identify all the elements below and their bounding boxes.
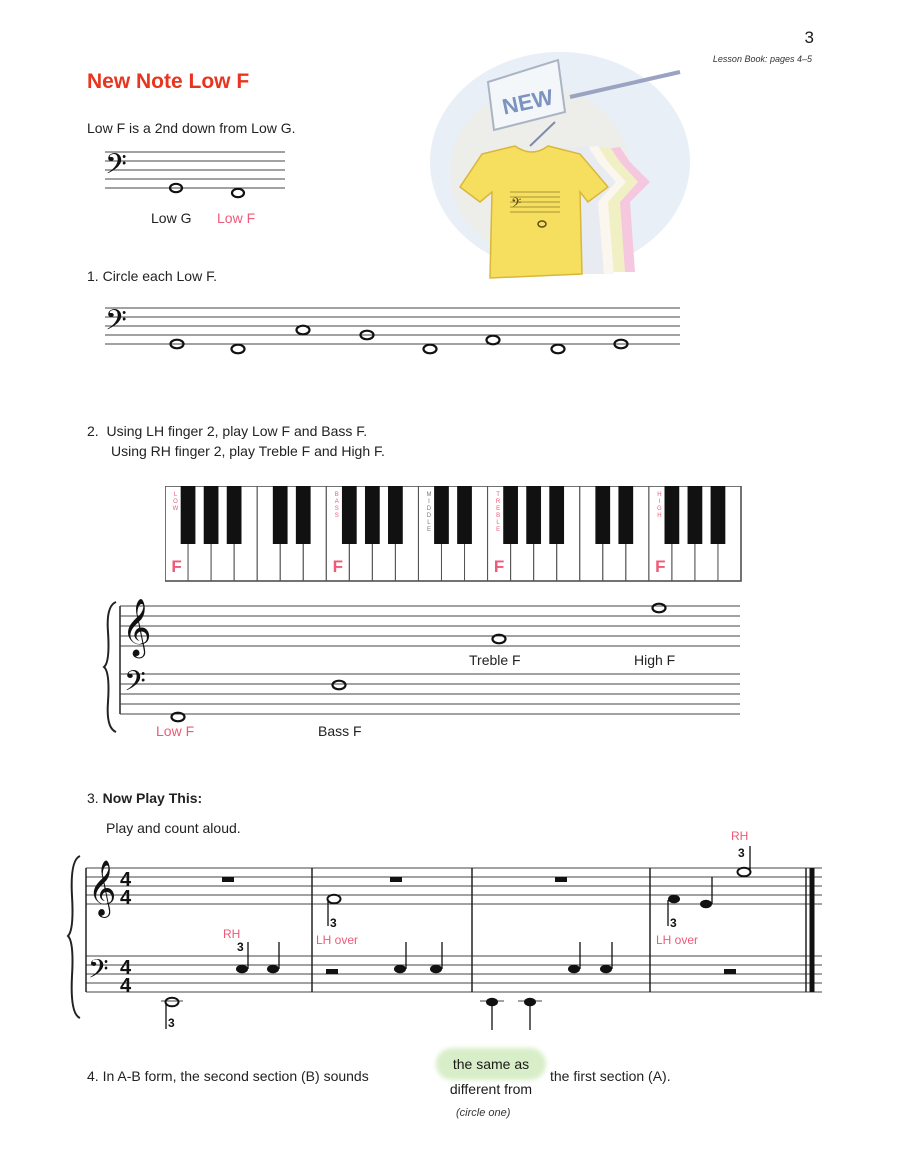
finger-number: 3 (670, 916, 677, 930)
page-title: New Note Low F (87, 70, 250, 93)
key-vertical-label: D (426, 506, 432, 512)
black-key (181, 486, 196, 544)
label-treble-f: Treble F (469, 652, 521, 668)
black-key (711, 486, 726, 544)
black-key (549, 486, 564, 544)
ex1-number: 1. (87, 268, 99, 284)
black-key (296, 486, 311, 544)
black-key (227, 486, 242, 544)
bass-clef-icon: 𝄢 (88, 954, 109, 990)
whole-rest-2 (390, 877, 402, 882)
ex3-instruction: Play and count aloud. (106, 820, 241, 836)
ex2-line1-text: Using LH finger 2, play Low F and Bass F. (106, 423, 368, 439)
page-number: 3 (804, 28, 814, 47)
finger-number: 3 (330, 916, 337, 930)
note-bass-f (333, 681, 346, 690)
black-key (595, 486, 610, 544)
key-letter-f: F (332, 557, 343, 576)
ex3-number: 3. (87, 790, 99, 806)
label-bass-f: Bass F (318, 723, 362, 739)
key-vertical-label: D (426, 513, 432, 519)
ex1-note-6 (487, 336, 500, 345)
ex1-note-7 (552, 345, 565, 354)
key-vertical-label: E (496, 527, 501, 533)
black-key (688, 486, 703, 544)
finger-number: 3 (237, 940, 244, 954)
bass-clef-icon: 𝄢 (124, 666, 146, 704)
black-key (457, 486, 472, 544)
ex4-number: 4. (87, 1068, 99, 1084)
bass-clef-icon: 𝄢 (105, 149, 127, 187)
key-vertical-label: M (426, 492, 432, 498)
lh-over-label: LH over (656, 933, 699, 947)
sign-text: NEW (500, 84, 556, 120)
tshirt-rack-illustration (420, 42, 695, 282)
bass-clef-icon: 𝄢 (105, 305, 127, 343)
rh-label: RH (731, 829, 749, 843)
key-vertical-label: E (426, 527, 431, 533)
key-vertical-label: H (657, 492, 662, 498)
rh-label: RH (223, 927, 241, 941)
key-vertical-label: L (496, 520, 500, 526)
black-key (434, 486, 449, 544)
intro-staff (100, 146, 300, 206)
key-vertical-label: L (427, 520, 431, 526)
time-sig-bottom-1: 4 (120, 887, 132, 909)
black-key (665, 486, 680, 544)
intro-text: Low F is a 2nd down from Low G. (87, 120, 296, 136)
key-vertical-label: W (172, 506, 179, 512)
label-low-f: Low F (217, 210, 256, 226)
ex4-text-after: the first section (A). (550, 1068, 671, 1084)
label-low-f-2: Low F (156, 723, 195, 739)
ex3-heading-text: Now Play This: (102, 790, 203, 806)
key-vertical-label: A (334, 499, 339, 505)
time-sig-bottom-2: 4 (120, 975, 132, 997)
key-vertical-label: O (173, 499, 178, 505)
time-sig-top-2: 4 (120, 957, 132, 979)
key-letter-f: F (493, 557, 505, 576)
ex3-grand-staff (66, 826, 836, 1036)
black-key (503, 486, 518, 544)
whole-rest-1 (222, 877, 234, 882)
key-letter-f: F (171, 557, 182, 576)
black-key (526, 486, 541, 544)
ex4-text (87, 1068, 369, 1084)
circle-one-hint: (circle one) (456, 1107, 511, 1119)
lesson-reference: Lesson Book: pages 4–5 (712, 54, 812, 64)
key-vertical-label: L (173, 492, 178, 498)
label-high-f: High F (634, 652, 676, 668)
option-different-from[interactable]: different from (449, 1081, 533, 1097)
key-vertical-label: I (658, 499, 661, 505)
black-key (365, 486, 380, 544)
key-vertical-label: S (334, 506, 339, 512)
ex2-line1 (87, 423, 367, 439)
ex4-text-before: In A-B form, the second section (B) sounds (102, 1068, 369, 1084)
ex2-number: 2. (87, 423, 99, 439)
treble-clef-icon: 𝄞 (88, 862, 117, 915)
key-vertical-label: S (334, 513, 339, 519)
black-key (618, 486, 633, 544)
key-letter-f: F (655, 557, 666, 576)
lh-over-label: LH over (316, 933, 359, 947)
note-low-f (232, 189, 244, 197)
key-vertical-label: R (495, 499, 501, 505)
black-key (388, 486, 403, 544)
key-vertical-label: I (428, 499, 430, 505)
black-key (273, 486, 288, 544)
treble-clef-icon: 𝄞 (122, 599, 152, 655)
time-sig-top-1: 4 (120, 869, 132, 891)
key-vertical-label: B (496, 513, 501, 519)
brace-icon (104, 602, 116, 732)
ex2-line2: Using RH finger 2, play Treble F and High F. (111, 443, 385, 459)
ex1-note-5 (424, 345, 437, 354)
half-rest-1 (326, 969, 338, 974)
brace-icon (68, 856, 80, 1018)
ex1-note-3 (297, 326, 310, 335)
ex1-text (87, 268, 217, 284)
black-key (204, 486, 219, 544)
ex1-instruction: Circle each Low F. (102, 268, 217, 284)
key-vertical-label: T (496, 492, 500, 498)
black-key (342, 486, 357, 544)
key-vertical-label: H (657, 513, 662, 519)
ex3-heading (87, 790, 202, 806)
key-vertical-label: G (657, 506, 662, 512)
note-high-f (653, 604, 666, 613)
label-low-g: Low G (151, 210, 192, 226)
key-vertical-label: E (496, 506, 501, 512)
half-rest-2 (724, 969, 736, 974)
ex1-staff (100, 298, 690, 364)
key-vertical-label: B (334, 492, 339, 498)
finger-number: 3 (738, 846, 745, 860)
shirt-bass-clef-icon: 𝄢 (511, 197, 522, 214)
ex1-note-2 (232, 345, 245, 354)
piano-keyboard (165, 486, 743, 583)
option-same-as[interactable]: the same as (452, 1056, 530, 1072)
whole-rest-3 (555, 877, 567, 882)
finger-number: 3 (168, 1016, 175, 1030)
